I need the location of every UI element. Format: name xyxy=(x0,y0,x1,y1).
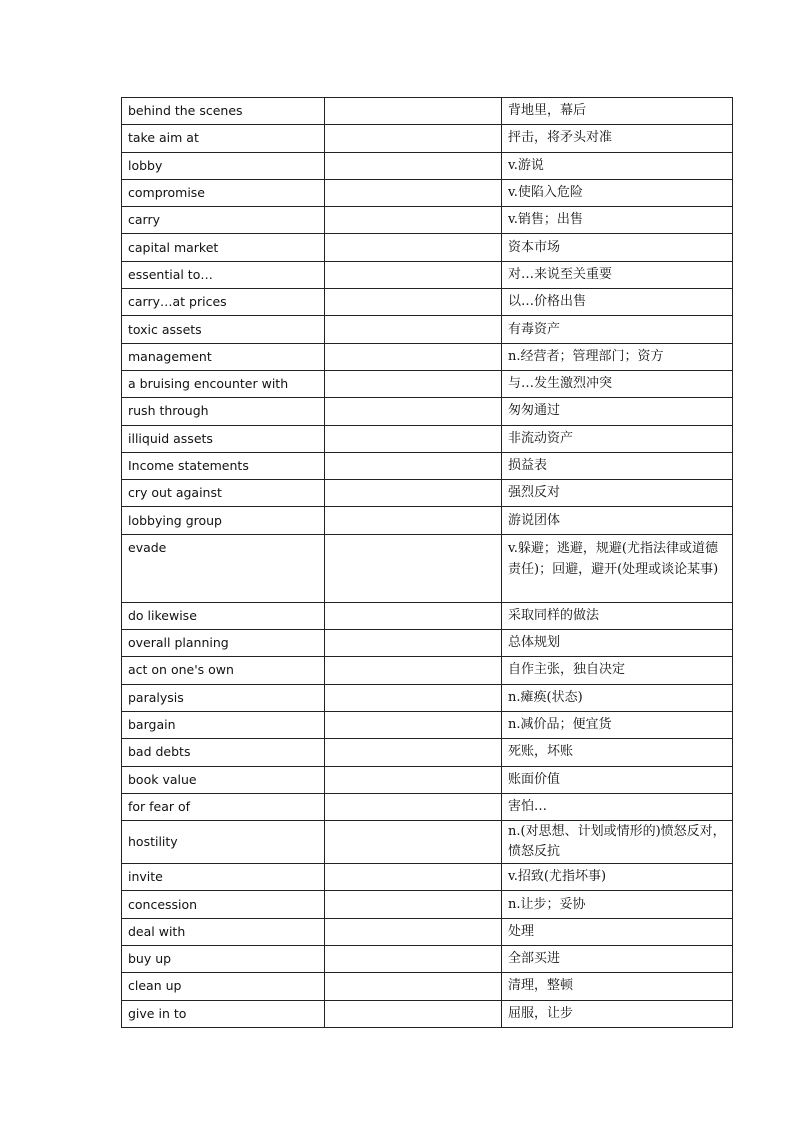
blank-cell xyxy=(325,891,502,918)
chinese-definition-cell: n.减价品；便宜货 xyxy=(502,711,733,738)
chinese-definition-cell: v.躲避；逃避，规避(尤指法律或道德责任)；回避，避开(处理或谈论某事) xyxy=(502,534,733,602)
english-term-cell: overall planning xyxy=(122,630,325,657)
blank-cell xyxy=(325,602,502,629)
english-term-cell: buy up xyxy=(122,946,325,973)
table-row xyxy=(122,657,733,684)
english-term-cell: carry xyxy=(122,207,325,234)
chinese-definition-cell: 害怕… xyxy=(502,793,733,820)
table-row xyxy=(122,534,733,602)
blank-cell xyxy=(325,343,502,370)
english-term-cell: give in to xyxy=(122,1000,325,1027)
chinese-definition-cell: 非流动资产 xyxy=(502,425,733,452)
english-term-cell: essential to… xyxy=(122,261,325,288)
blank-cell xyxy=(325,398,502,425)
chinese-definition-cell: v.使陷入危险 xyxy=(502,179,733,206)
chinese-definition-cell: 屈服，让步 xyxy=(502,1000,733,1027)
english-term-cell: behind the scenes xyxy=(122,98,325,125)
table-row xyxy=(122,1000,733,1027)
english-term-cell: take aim at xyxy=(122,125,325,152)
table-row xyxy=(122,398,733,425)
table-row xyxy=(122,864,733,891)
blank-cell xyxy=(325,534,502,602)
table-row xyxy=(122,793,733,820)
table-row xyxy=(122,711,733,738)
blank-cell xyxy=(325,370,502,397)
english-term-cell: capital market xyxy=(122,234,325,261)
blank-cell xyxy=(325,739,502,766)
chinese-definition-cell: 自作主张，独自决定 xyxy=(502,657,733,684)
chinese-definition-cell: 游说团体 xyxy=(502,507,733,534)
blank-cell xyxy=(325,234,502,261)
table-row xyxy=(122,946,733,973)
english-term-cell: concession xyxy=(122,891,325,918)
table-row xyxy=(122,480,733,507)
chinese-definition-cell: 背地里，幕后 xyxy=(502,98,733,125)
table-row xyxy=(122,234,733,261)
blank-cell xyxy=(325,973,502,1000)
english-term-cell: Income statements xyxy=(122,452,325,479)
chinese-definition-cell: 清理，整顿 xyxy=(502,973,733,1000)
chinese-definition-cell: v.销售；出售 xyxy=(502,207,733,234)
blank-cell xyxy=(325,425,502,452)
blank-cell xyxy=(325,1000,502,1027)
english-term-cell: management xyxy=(122,343,325,370)
english-term-cell: act on one's own xyxy=(122,657,325,684)
blank-cell xyxy=(325,179,502,206)
chinese-definition-cell: 资本市场 xyxy=(502,234,733,261)
blank-cell xyxy=(325,207,502,234)
blank-cell xyxy=(325,152,502,179)
chinese-definition-cell: v.招致(尤指坏事) xyxy=(502,864,733,891)
table-row xyxy=(122,821,733,864)
blank-cell xyxy=(325,657,502,684)
english-term-cell: toxic assets xyxy=(122,316,325,343)
blank-cell xyxy=(325,316,502,343)
table-row xyxy=(122,766,733,793)
chinese-definition-cell: 全部买进 xyxy=(502,946,733,973)
chinese-definition-cell: 强烈反对 xyxy=(502,480,733,507)
table-row xyxy=(122,152,733,179)
chinese-definition-cell: 账面价值 xyxy=(502,766,733,793)
english-term-cell: clean up xyxy=(122,973,325,1000)
table-row xyxy=(122,207,733,234)
blank-cell xyxy=(325,289,502,316)
english-term-cell: do likewise xyxy=(122,602,325,629)
blank-cell xyxy=(325,711,502,738)
table-row xyxy=(122,125,733,152)
table-row xyxy=(122,684,733,711)
chinese-definition-cell: v.游说 xyxy=(502,152,733,179)
chinese-definition-cell: 死账，坏账 xyxy=(502,739,733,766)
table-row xyxy=(122,452,733,479)
table-row xyxy=(122,343,733,370)
blank-cell xyxy=(325,630,502,657)
chinese-definition-cell: 损益表 xyxy=(502,452,733,479)
english-term-cell: lobbying group xyxy=(122,507,325,534)
vocabulary-table-body xyxy=(122,98,733,1028)
english-term-cell: carry…at prices xyxy=(122,289,325,316)
table-row xyxy=(122,918,733,945)
table-row xyxy=(122,289,733,316)
english-term-cell: illiquid assets xyxy=(122,425,325,452)
english-term-cell: cry out against xyxy=(122,480,325,507)
table-row xyxy=(122,261,733,288)
english-term-cell: bad debts xyxy=(122,739,325,766)
chinese-definition-cell: n.让步；妥协 xyxy=(502,891,733,918)
table-row xyxy=(122,507,733,534)
english-term-cell: invite xyxy=(122,864,325,891)
english-term-cell: for fear of xyxy=(122,793,325,820)
table-row xyxy=(122,630,733,657)
blank-cell xyxy=(325,793,502,820)
chinese-definition-cell: 抨击，将矛头对准 xyxy=(502,125,733,152)
blank-cell xyxy=(325,98,502,125)
blank-cell xyxy=(325,480,502,507)
english-term-cell: compromise xyxy=(122,179,325,206)
english-term-cell: book value xyxy=(122,766,325,793)
english-term-cell: a bruising encounter with xyxy=(122,370,325,397)
chinese-definition-cell: 以…价格出售 xyxy=(502,289,733,316)
blank-cell xyxy=(325,821,502,864)
english-term-cell: bargain xyxy=(122,711,325,738)
blank-cell xyxy=(325,125,502,152)
english-term-cell: lobby xyxy=(122,152,325,179)
blank-cell xyxy=(325,261,502,288)
chinese-definition-cell: 采取同样的做法 xyxy=(502,602,733,629)
chinese-definition-cell: 总体规划 xyxy=(502,630,733,657)
chinese-definition-cell: 对…来说至关重要 xyxy=(502,261,733,288)
english-term-cell: rush through xyxy=(122,398,325,425)
english-term-cell: hostility xyxy=(122,821,325,864)
blank-cell xyxy=(325,766,502,793)
table-row xyxy=(122,891,733,918)
blank-cell xyxy=(325,864,502,891)
table-row xyxy=(122,316,733,343)
blank-cell xyxy=(325,684,502,711)
chinese-definition-cell: n.经营者；管理部门；资方 xyxy=(502,343,733,370)
table-row xyxy=(122,98,733,125)
blank-cell xyxy=(325,507,502,534)
english-term-cell: paralysis xyxy=(122,684,325,711)
chinese-definition-cell: n.瘫痪(状态) xyxy=(502,684,733,711)
table-row xyxy=(122,179,733,206)
chinese-definition-cell: 有毒资产 xyxy=(502,316,733,343)
english-term-cell: deal with xyxy=(122,918,325,945)
blank-cell xyxy=(325,918,502,945)
chinese-definition-cell: 与…发生激烈冲突 xyxy=(502,370,733,397)
blank-cell xyxy=(325,946,502,973)
blank-cell xyxy=(325,452,502,479)
table-row xyxy=(122,370,733,397)
english-term-cell: evade xyxy=(122,534,325,602)
chinese-definition-cell: n.(对思想、计划或情形的)愤怒反对，愤怒反抗 xyxy=(502,821,733,864)
chinese-definition-cell: 匆匆通过 xyxy=(502,398,733,425)
table-row xyxy=(122,973,733,1000)
table-row xyxy=(122,425,733,452)
table-row xyxy=(122,739,733,766)
table-row xyxy=(122,602,733,629)
chinese-definition-cell: 处理 xyxy=(502,918,733,945)
vocabulary-table xyxy=(121,97,733,1028)
